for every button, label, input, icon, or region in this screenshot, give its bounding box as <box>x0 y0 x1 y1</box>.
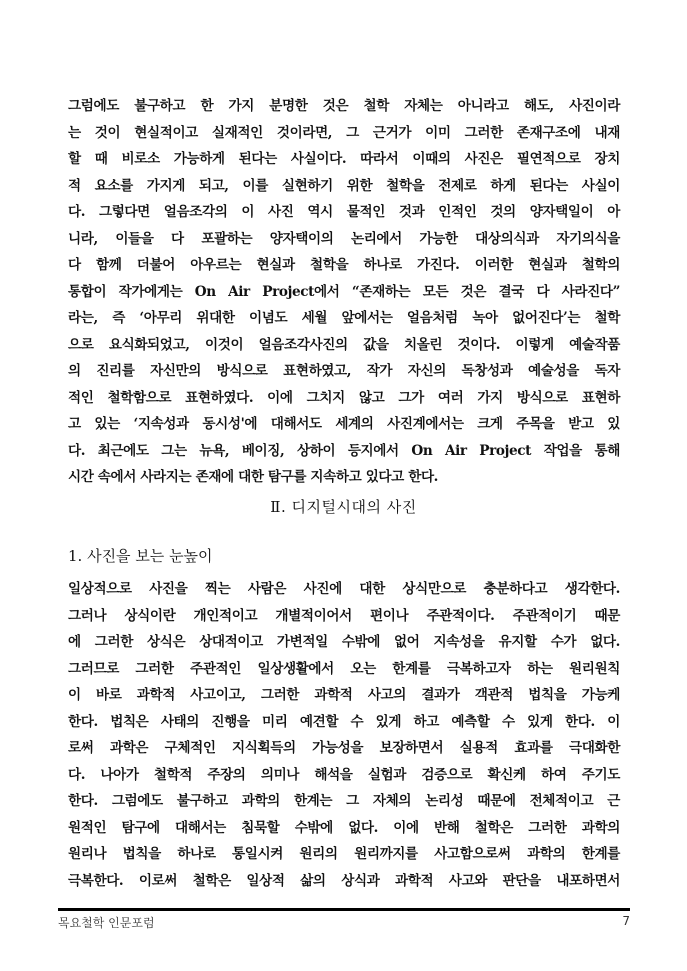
paragraph-photo-philosophy <box>68 93 620 491</box>
text-line: 다. 그렇다면 얼음조각의 이 사진 역시 물적인 것과 인적인 것의 양자택일이 아 <box>68 204 620 220</box>
text-line: 일상적으로 사진을 찍는 사람은 사진에 대한 상식만으로 충분하다고 생각한다. <box>68 581 620 597</box>
text-line: 으로 요식화되었고, 이것이 얼음조각사진의 값을 치올린 것이다. 이렇게 예술작품 <box>68 336 620 353</box>
text-line: 다 함께 더불어 아우르는 현실과 철학을 하나로 가진다. 이러한 현실과 철학의 <box>68 257 620 273</box>
text-line: 극복한다. 이로써 철학은 일상적 삶의 상식과 과학적 사고와 판단을 내포하면서 <box>68 872 620 889</box>
text-line: 통합이 작가에게는 On Air Project에서 “존재하는 모든 것은 결국 다 사라진다” <box>68 283 620 300</box>
text-line: 할 때 비로소 가능하게 된다는 사실이다. 따라서 이때의 사진은 필연적으로 장치 <box>68 151 620 167</box>
text-line: 이 바로 과학적 사고이고, 그러한 과학적 사고의 결과가 객관적 법칙을 가능케 <box>68 687 620 703</box>
text-line: 적인 철학함으로 표현하였다. 이에 그치지 않고 그가 여러 가지 방식으로 표현하 <box>68 389 620 406</box>
text-line: 로써 과학은 구체적인 지식획득의 가능성을 보장하면서 실용적 효과를 극대화한 <box>68 740 620 756</box>
text-line: 다. 나아가 철학적 주장의 의미나 해석을 실험과 검증으로 확신케 하여 주기도 <box>68 766 620 783</box>
text-line: 그러므로 그러한 주관적인 일상생활에서 오는 한계를 극복하고자 하는 원리원칙 <box>68 660 620 677</box>
subsection-heading: 1. 사진을 보는 눈높이 <box>68 547 213 565</box>
text-line: 시간 속에서 사라지는 존재에 대한 탐구를 지속하고 있다고 한다. <box>68 469 439 485</box>
text-line: 한다. 그럼에도 불구하고 과학의 한계는 그 자체의 논리성 때문에 전체적이고 근 <box>68 793 620 809</box>
text-line: 고 있는 ‘지속성과 동시성'에 대해서도 세계의 사진계에서는 크게 주목을 받고 있 <box>68 416 620 432</box>
text-line: 한다. 법칙은 사태의 진행을 미리 예견할 수 있게 하고 예측할 수 있게 한다. 이 <box>68 713 620 730</box>
text-line: 그러나 상식이란 개인적이고 개별적이어서 편이나 주관적이다. 주관적이기 때문 <box>68 607 620 624</box>
text-line: 니라, 이들을 다 포괄하는 양자택이의 논리에서 가능한 대상의식과 자기의식을 <box>68 230 620 247</box>
journal-name: 목요철학 인문포럼 <box>58 916 155 930</box>
text-line: 에 그러한 상식은 상대적이고 가변적일 수밖에 없어 지속성을 유지할 수가 없다. <box>68 634 620 650</box>
text-line: 의 진리를 자신만의 방식으로 표현하였고, 작가 자신의 독창성과 예술성을 독자 <box>68 363 620 379</box>
text-line: 그럼에도 불구하고 한 가지 분명한 것은 철학 자체는 아니라고 해도, 사진이라 <box>68 98 620 114</box>
text-line: 는 것이 현실적이고 실재적인 것이라면, 그 근거가 이미 그러한 존재구조에 내재 <box>68 124 620 141</box>
text-line: 라는, 즉 ‘아무리 위대한 이념도 세월 앞에서는 얼음처럼 녹아 없어진다’는 철학 <box>68 310 620 326</box>
paragraph-viewing-photos <box>68 576 620 894</box>
text-line: 원적인 탐구에 대해서는 침묵할 수밖에 없다. 이에 반해 철학은 그러한 과학의 <box>68 819 620 836</box>
text-line: 원리나 법칙을 하나로 통일시켜 원리의 원리까지를 사고함으로써 과학의 한계를 <box>68 846 620 862</box>
footer-divider <box>58 908 630 911</box>
text-line: 적 요소를 가지게 되고, 이를 실현하기 위한 철학을 전제로 하게 된다는 사실이 <box>68 177 620 194</box>
page-number: 7 <box>622 914 630 928</box>
text-line: 다. 최근에도 그는 뉴욕, 베이징, 상하이 등지에서 On Air Project 작업을 통해 <box>68 442 620 459</box>
section-heading: Ⅱ. 디지털시대의 사진 <box>270 498 417 516</box>
